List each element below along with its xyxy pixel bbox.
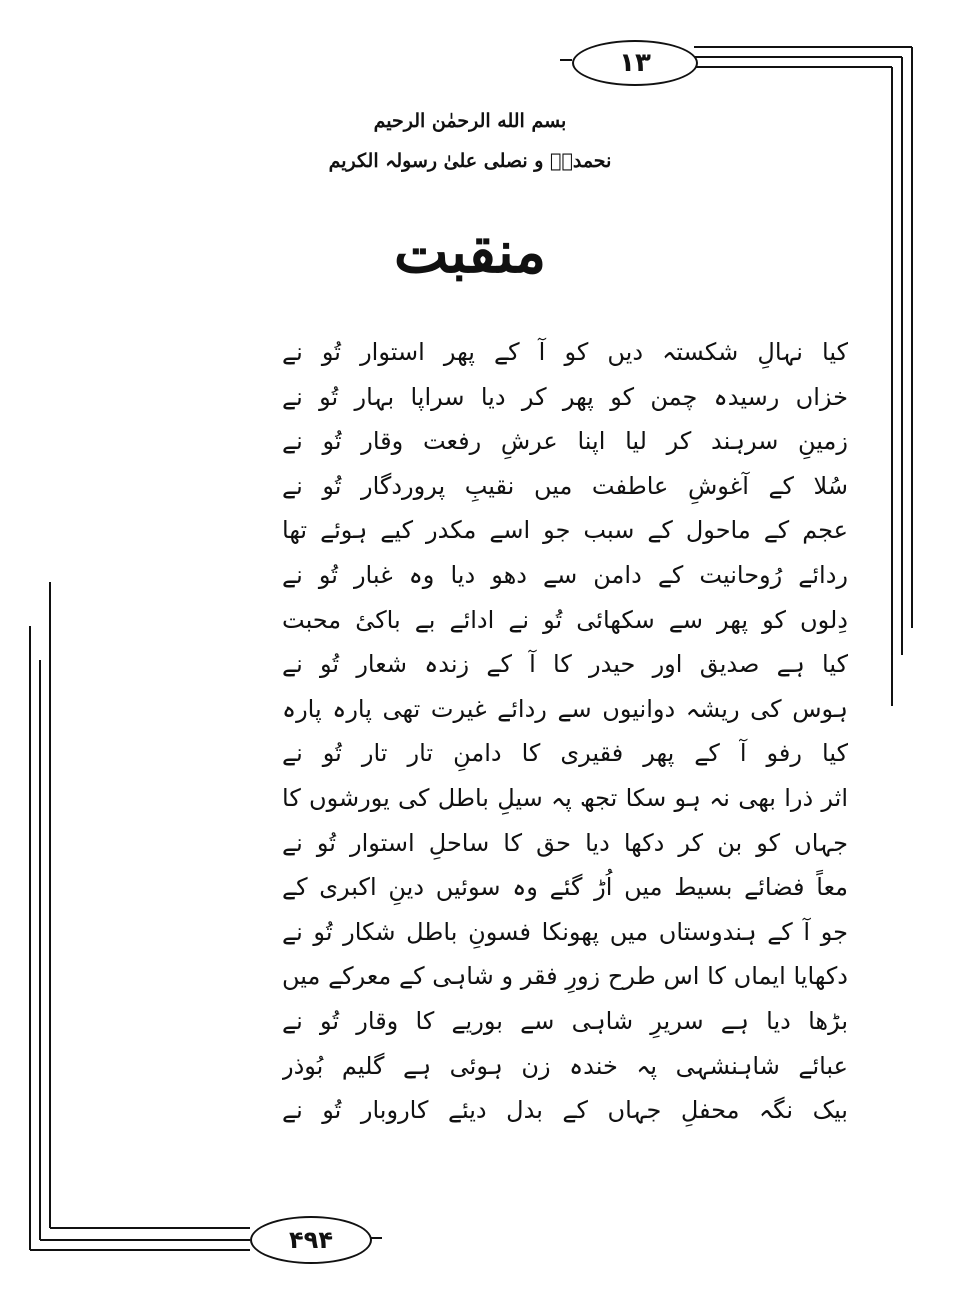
poem-line: سُلا کے آغوشِ عاطفت میں نقیبِ پروردگار تُو نے <box>282 471 848 500</box>
poem-line: کیا رفو آ کے پھر فقیری کا دامنِ تار تار تُو نے <box>282 739 848 768</box>
poem-line: جو آ کے ہندوستاں میں پھونکا فسونِ باطل شکار تُو نے <box>282 917 848 946</box>
bismillah-heading: بسم الله الرحمٰن الرحیم <box>373 110 567 132</box>
page-number-top: ١٣ <box>572 40 698 86</box>
poem-line: بیک نگہ محفلِ جہاں کے بدل دیئے کاروبار تُو نے <box>282 1096 848 1125</box>
poem-line: اثر ذرا بھی نہ ہو سکا تجھ پہ سیلِ باطل کی یورشوں کا <box>282 783 848 812</box>
scan-mark <box>0 152 40 162</box>
poem-line: معاً فضائے بسیط میں اُڑ گئے وہ سوئیں دینِ اکبری کے <box>282 873 848 902</box>
poem-title: منقبت <box>393 218 547 286</box>
poem-line: دکھایا ایماں کا اس طرح زورِ فقر و شاہی کے معرکے میں <box>282 962 848 991</box>
poem-line: ردائے رُوحانیت کے دامن سے دھو دیا وہ غبار تُو نے <box>282 560 848 589</box>
poem-line: کیا نہالِ شکستہ دیں کو آ کے پھر استوار تُو نے <box>282 338 848 366</box>
page-number-bottom: ۴۹۴ <box>250 1216 372 1264</box>
poem-line: بڑھا دیا ہے سریرِ شاہی سے بوریے کا وقار تُو نے <box>282 1006 848 1035</box>
poem-line: عجم کے ماحول کے سبب جو اسے مکدر کیے ہوئے تھا <box>282 516 848 545</box>
poem-line: خزاں رسیدہ چمن کو پھر کر دیا سراپا بہار تُو نے <box>282 382 848 411</box>
poem-line: ہوس کی ریشہ دوانیوں سے ردائے غیرت تھی پارہ پارہ <box>282 694 848 723</box>
poem-line: زمینِ سرہند کر لیا اپنا عرشِ رفعت وقار تُو نے <box>282 427 848 456</box>
poem-body <box>282 330 848 1133</box>
poem-line: عبائے شاہنشہی پہ خندہ زن ہوئی ہے گلیم بُوذر <box>282 1051 848 1080</box>
salawat-heading: نحمدہٗ و نصلی علیٰ رسولہ الکریم <box>328 150 612 172</box>
poem-line: کیا ہے صدیق اور حیدر کا آ کے زندہ شعار تُو نے <box>282 650 848 679</box>
poem-line: جہاں کو بن کر دکھا دیا حق کا ساحلِ استوار تُو نے <box>282 828 848 857</box>
poem-line: دِلوں کو پھر سے سکھائی تُو نے ادائے بے باکیٔ محبت <box>282 605 848 634</box>
